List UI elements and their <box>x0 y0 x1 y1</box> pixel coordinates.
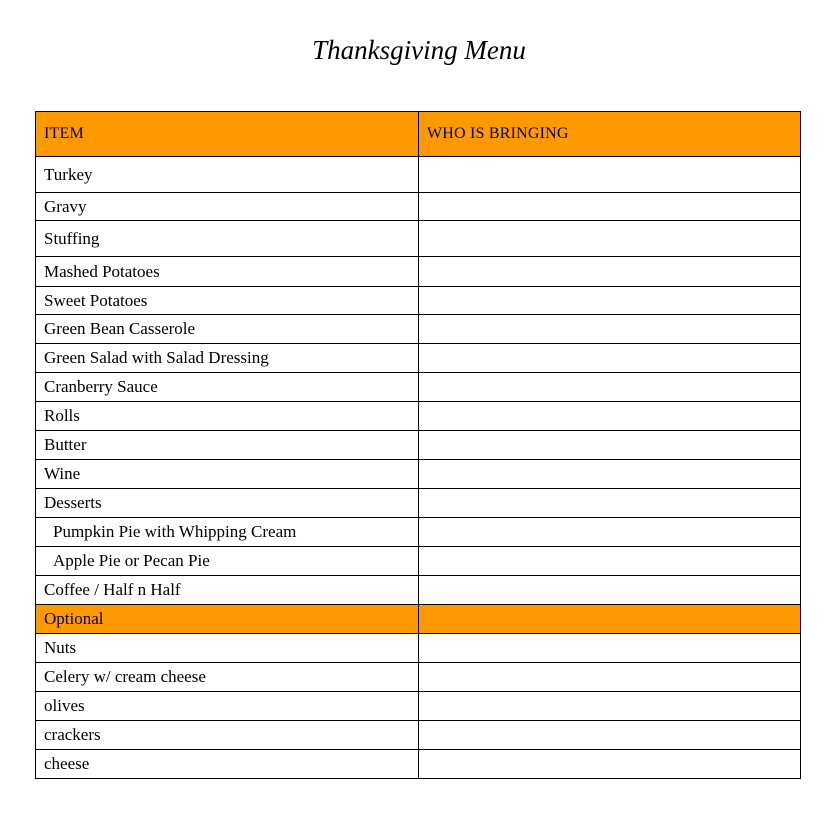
table-row <box>36 373 801 402</box>
item-cell: Green Salad with Salad Dressing <box>36 344 419 373</box>
who-cell[interactable] <box>419 721 801 750</box>
who-cell[interactable] <box>419 193 801 221</box>
item-cell: Sweet Potatoes <box>36 287 419 315</box>
table-row <box>36 634 801 663</box>
item-cell: Rolls <box>36 402 419 431</box>
who-cell[interactable] <box>419 431 801 460</box>
who-cell[interactable] <box>419 576 801 605</box>
table-row <box>36 315 801 344</box>
menu-table <box>35 111 801 779</box>
table-row <box>36 257 801 287</box>
item-cell: Pumpkin Pie with Whipping Cream <box>36 518 419 547</box>
who-cell[interactable] <box>419 547 801 576</box>
table-row <box>36 431 801 460</box>
table-row <box>36 221 801 257</box>
item-cell: Gravy <box>36 193 419 221</box>
item-cell: Green Bean Casserole <box>36 315 419 344</box>
table-row <box>36 193 801 221</box>
column-header-item: ITEM <box>36 112 419 157</box>
item-cell: Butter <box>36 431 419 460</box>
who-cell[interactable] <box>419 257 801 287</box>
who-cell[interactable] <box>419 518 801 547</box>
item-cell: Apple Pie or Pecan Pie <box>36 547 419 576</box>
who-cell[interactable] <box>419 373 801 402</box>
item-cell: Optional <box>36 605 419 634</box>
table-row <box>36 663 801 692</box>
table-row <box>36 460 801 489</box>
table-row <box>36 750 801 779</box>
who-cell[interactable] <box>419 402 801 431</box>
item-cell: Cranberry Sauce <box>36 373 419 402</box>
who-cell[interactable] <box>419 344 801 373</box>
table-row <box>36 721 801 750</box>
page-title: Thanksgiving Menu <box>312 35 526 65</box>
table-row <box>36 402 801 431</box>
who-cell[interactable] <box>419 315 801 344</box>
item-cell: Mashed Potatoes <box>36 257 419 287</box>
table-row <box>36 489 801 518</box>
who-cell[interactable] <box>419 663 801 692</box>
item-cell: Wine <box>36 460 419 489</box>
table-header-row <box>36 112 801 157</box>
column-header-who-is-bringing: WHO IS BRINGING <box>419 112 801 157</box>
item-cell: Desserts <box>36 489 419 518</box>
who-cell[interactable] <box>419 634 801 663</box>
item-cell: Celery w/ cream cheese <box>36 663 419 692</box>
who-cell[interactable] <box>419 157 801 193</box>
table-row <box>36 157 801 193</box>
item-cell: Stuffing <box>36 221 419 257</box>
who-cell[interactable] <box>419 692 801 721</box>
table-row <box>36 287 801 315</box>
item-cell: Turkey <box>36 157 419 193</box>
who-cell[interactable] <box>419 221 801 257</box>
table-row <box>36 576 801 605</box>
table-row <box>36 547 801 576</box>
who-cell[interactable] <box>419 287 801 315</box>
table-row <box>36 344 801 373</box>
who-cell[interactable] <box>419 460 801 489</box>
item-cell: olives <box>36 692 419 721</box>
who-cell <box>419 605 801 634</box>
who-cell[interactable] <box>419 489 801 518</box>
item-cell: cheese <box>36 750 419 779</box>
optional-section-row <box>36 605 801 634</box>
item-cell: Nuts <box>36 634 419 663</box>
table-row <box>36 692 801 721</box>
item-cell: Coffee / Half n Half <box>36 576 419 605</box>
table-row <box>36 518 801 547</box>
who-cell[interactable] <box>419 750 801 779</box>
item-cell: crackers <box>36 721 419 750</box>
